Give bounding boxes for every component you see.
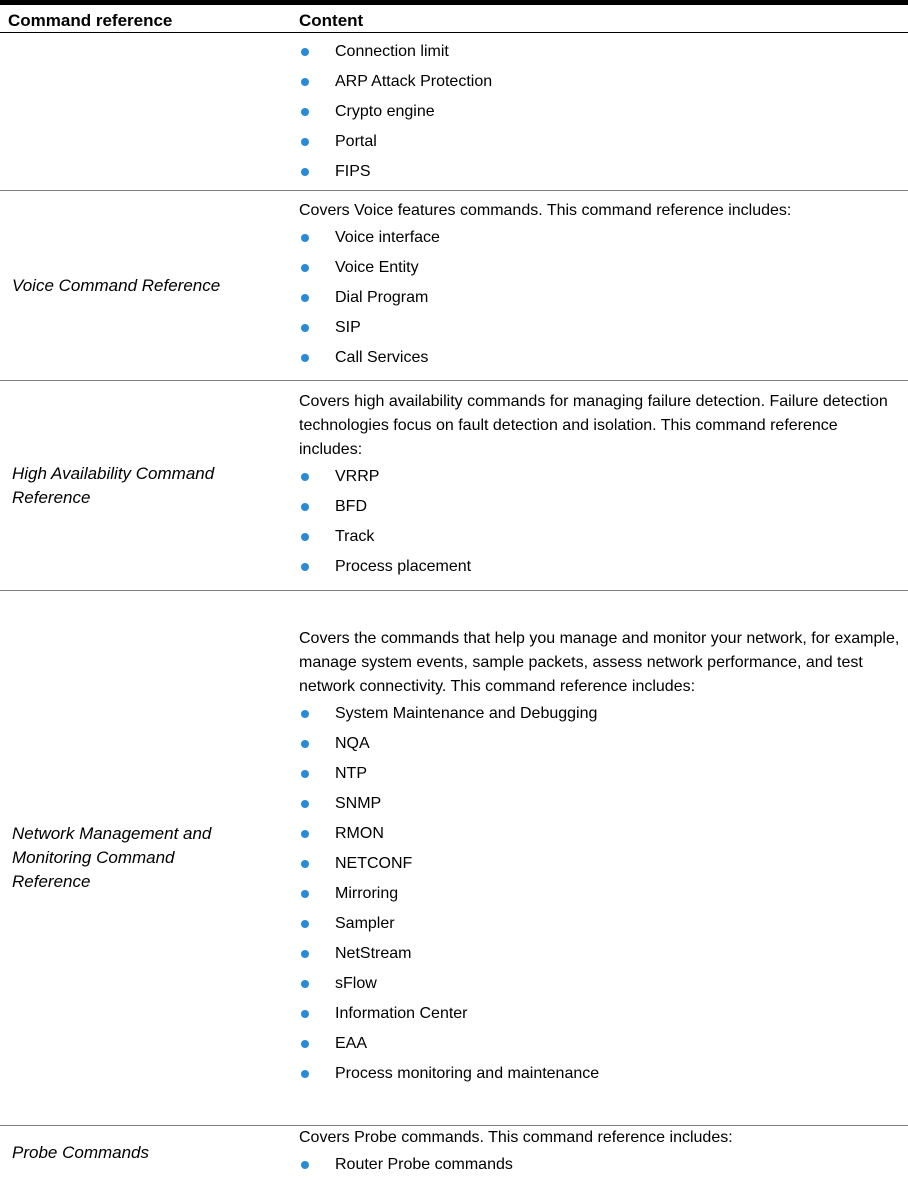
bullet-dot-icon — [301, 770, 309, 778]
bullet-dot-icon — [301, 1040, 309, 1048]
list-item-label: NETCONF — [335, 855, 412, 872]
list-item — [299, 699, 900, 729]
list-item — [299, 969, 900, 999]
bullet-dot-icon — [301, 950, 309, 958]
bullet-dot-icon — [301, 890, 309, 898]
list-item — [299, 253, 900, 283]
list-item-label: Information Center — [335, 1005, 468, 1022]
list-item-label: NetStream — [335, 945, 411, 962]
list-item — [299, 849, 900, 879]
bullet-dot-icon — [301, 1161, 309, 1169]
content-cell — [291, 591, 908, 1126]
list-item-label: Voice Entity — [335, 259, 419, 276]
bullet-list — [299, 1150, 900, 1180]
list-item-label: Connection limit — [335, 43, 449, 60]
list-item-label: Mirroring — [335, 885, 398, 902]
list-item-label: SIP — [335, 319, 361, 336]
list-item — [299, 157, 900, 187]
bullet-dot-icon — [301, 503, 309, 511]
bullet-dot-icon — [301, 1070, 309, 1078]
table-row — [0, 591, 908, 1126]
list-item-label: EAA — [335, 1035, 367, 1052]
content-cell — [291, 381, 908, 591]
command-reference-cell: High Availability Command Reference — [0, 381, 291, 591]
content-description: Covers Probe commands. This command reference includes: — [299, 1126, 900, 1150]
list-item-label: VRRP — [335, 468, 379, 485]
list-item — [299, 127, 900, 157]
table-header-row — [0, 3, 908, 33]
command-reference-cell — [0, 33, 291, 191]
bullet-dot-icon — [301, 860, 309, 868]
bullet-dot-icon — [301, 473, 309, 481]
bullet-dot-icon — [301, 234, 309, 242]
bullet-dot-icon — [301, 740, 309, 748]
content-description: Covers high availability commands for managing failure detection. Failure detection technologies focus on fault detection and isolation. This command reference includes: — [299, 390, 900, 462]
table-row — [0, 191, 908, 381]
list-item — [299, 759, 900, 789]
list-item — [299, 97, 900, 127]
command-reference-cell: Network Management and Monitoring Command Reference — [0, 591, 291, 1126]
bullet-list — [299, 223, 900, 373]
list-item-label: Call Services — [335, 349, 428, 366]
content-cell — [291, 33, 908, 191]
header-content: Content — [291, 3, 908, 33]
list-item — [299, 67, 900, 97]
bullet-dot-icon — [301, 168, 309, 176]
list-item-label: Crypto engine — [335, 103, 435, 120]
list-item-label: Portal — [335, 133, 377, 150]
list-item — [299, 462, 900, 492]
content-cell — [291, 191, 908, 381]
bullet-dot-icon — [301, 800, 309, 808]
list-item-label: System Maintenance and Debugging — [335, 705, 597, 722]
list-item — [299, 909, 900, 939]
bullet-dot-icon — [301, 138, 309, 146]
bullet-dot-icon — [301, 78, 309, 86]
bullet-dot-icon — [301, 354, 309, 362]
list-item — [299, 1029, 900, 1059]
list-item — [299, 939, 900, 969]
list-item-label: BFD — [335, 498, 367, 515]
list-item — [299, 492, 900, 522]
table-body — [0, 33, 908, 1180]
list-item — [299, 999, 900, 1029]
list-item — [299, 37, 900, 67]
list-item-label: ARP Attack Protection — [335, 73, 492, 90]
bullet-dot-icon — [301, 48, 309, 56]
bullet-dot-icon — [301, 920, 309, 928]
list-item-label: NTP — [335, 765, 367, 782]
list-item-label: SNMP — [335, 795, 381, 812]
list-item-label: Dial Program — [335, 289, 428, 306]
list-item — [299, 819, 900, 849]
command-reference-cell: Probe Commands — [0, 1126, 291, 1180]
command-reference-cell: Voice Command Reference — [0, 191, 291, 381]
list-item-label: Voice interface — [335, 229, 440, 246]
bullet-list — [299, 699, 900, 1089]
bullet-list — [299, 37, 900, 187]
list-item — [299, 789, 900, 819]
table-row — [0, 381, 908, 591]
list-item-label: NQA — [335, 735, 370, 752]
list-item — [299, 283, 900, 313]
list-item — [299, 552, 900, 582]
list-item-label: Sampler — [335, 915, 395, 932]
bullet-list — [299, 462, 900, 582]
list-item-label: Process placement — [335, 558, 471, 575]
bullet-dot-icon — [301, 710, 309, 718]
bullet-dot-icon — [301, 980, 309, 988]
bullet-dot-icon — [301, 830, 309, 838]
bullet-dot-icon — [301, 563, 309, 571]
content-description: Covers the commands that help you manage and monitor your network, for example, manage system events, sample packets, assess network performance, and test network connectivity. This command reference includes: — [299, 627, 900, 699]
list-item-label: Process monitoring and maintenance — [335, 1065, 599, 1082]
list-item — [299, 343, 900, 373]
list-item — [299, 1150, 900, 1180]
list-item-label: Router Probe commands — [335, 1156, 513, 1173]
bullet-dot-icon — [301, 533, 309, 541]
list-item — [299, 1059, 900, 1089]
bullet-dot-icon — [301, 324, 309, 332]
bullet-dot-icon — [301, 294, 309, 302]
table-row — [0, 33, 908, 191]
header-command-reference: Command reference — [0, 3, 291, 33]
bullet-dot-icon — [301, 1010, 309, 1018]
list-item — [299, 313, 900, 343]
list-item-label: RMON — [335, 825, 384, 842]
list-item — [299, 729, 900, 759]
table-row — [0, 1126, 908, 1180]
content-cell — [291, 1126, 908, 1180]
bullet-dot-icon — [301, 108, 309, 116]
list-item-label: sFlow — [335, 975, 377, 992]
bullet-dot-icon — [301, 264, 309, 272]
list-item-label: Track — [335, 528, 374, 545]
list-item — [299, 879, 900, 909]
list-item — [299, 223, 900, 253]
list-item — [299, 522, 900, 552]
content-description: Covers Voice features commands. This command reference includes: — [299, 199, 900, 223]
list-item-label: FIPS — [335, 163, 371, 180]
